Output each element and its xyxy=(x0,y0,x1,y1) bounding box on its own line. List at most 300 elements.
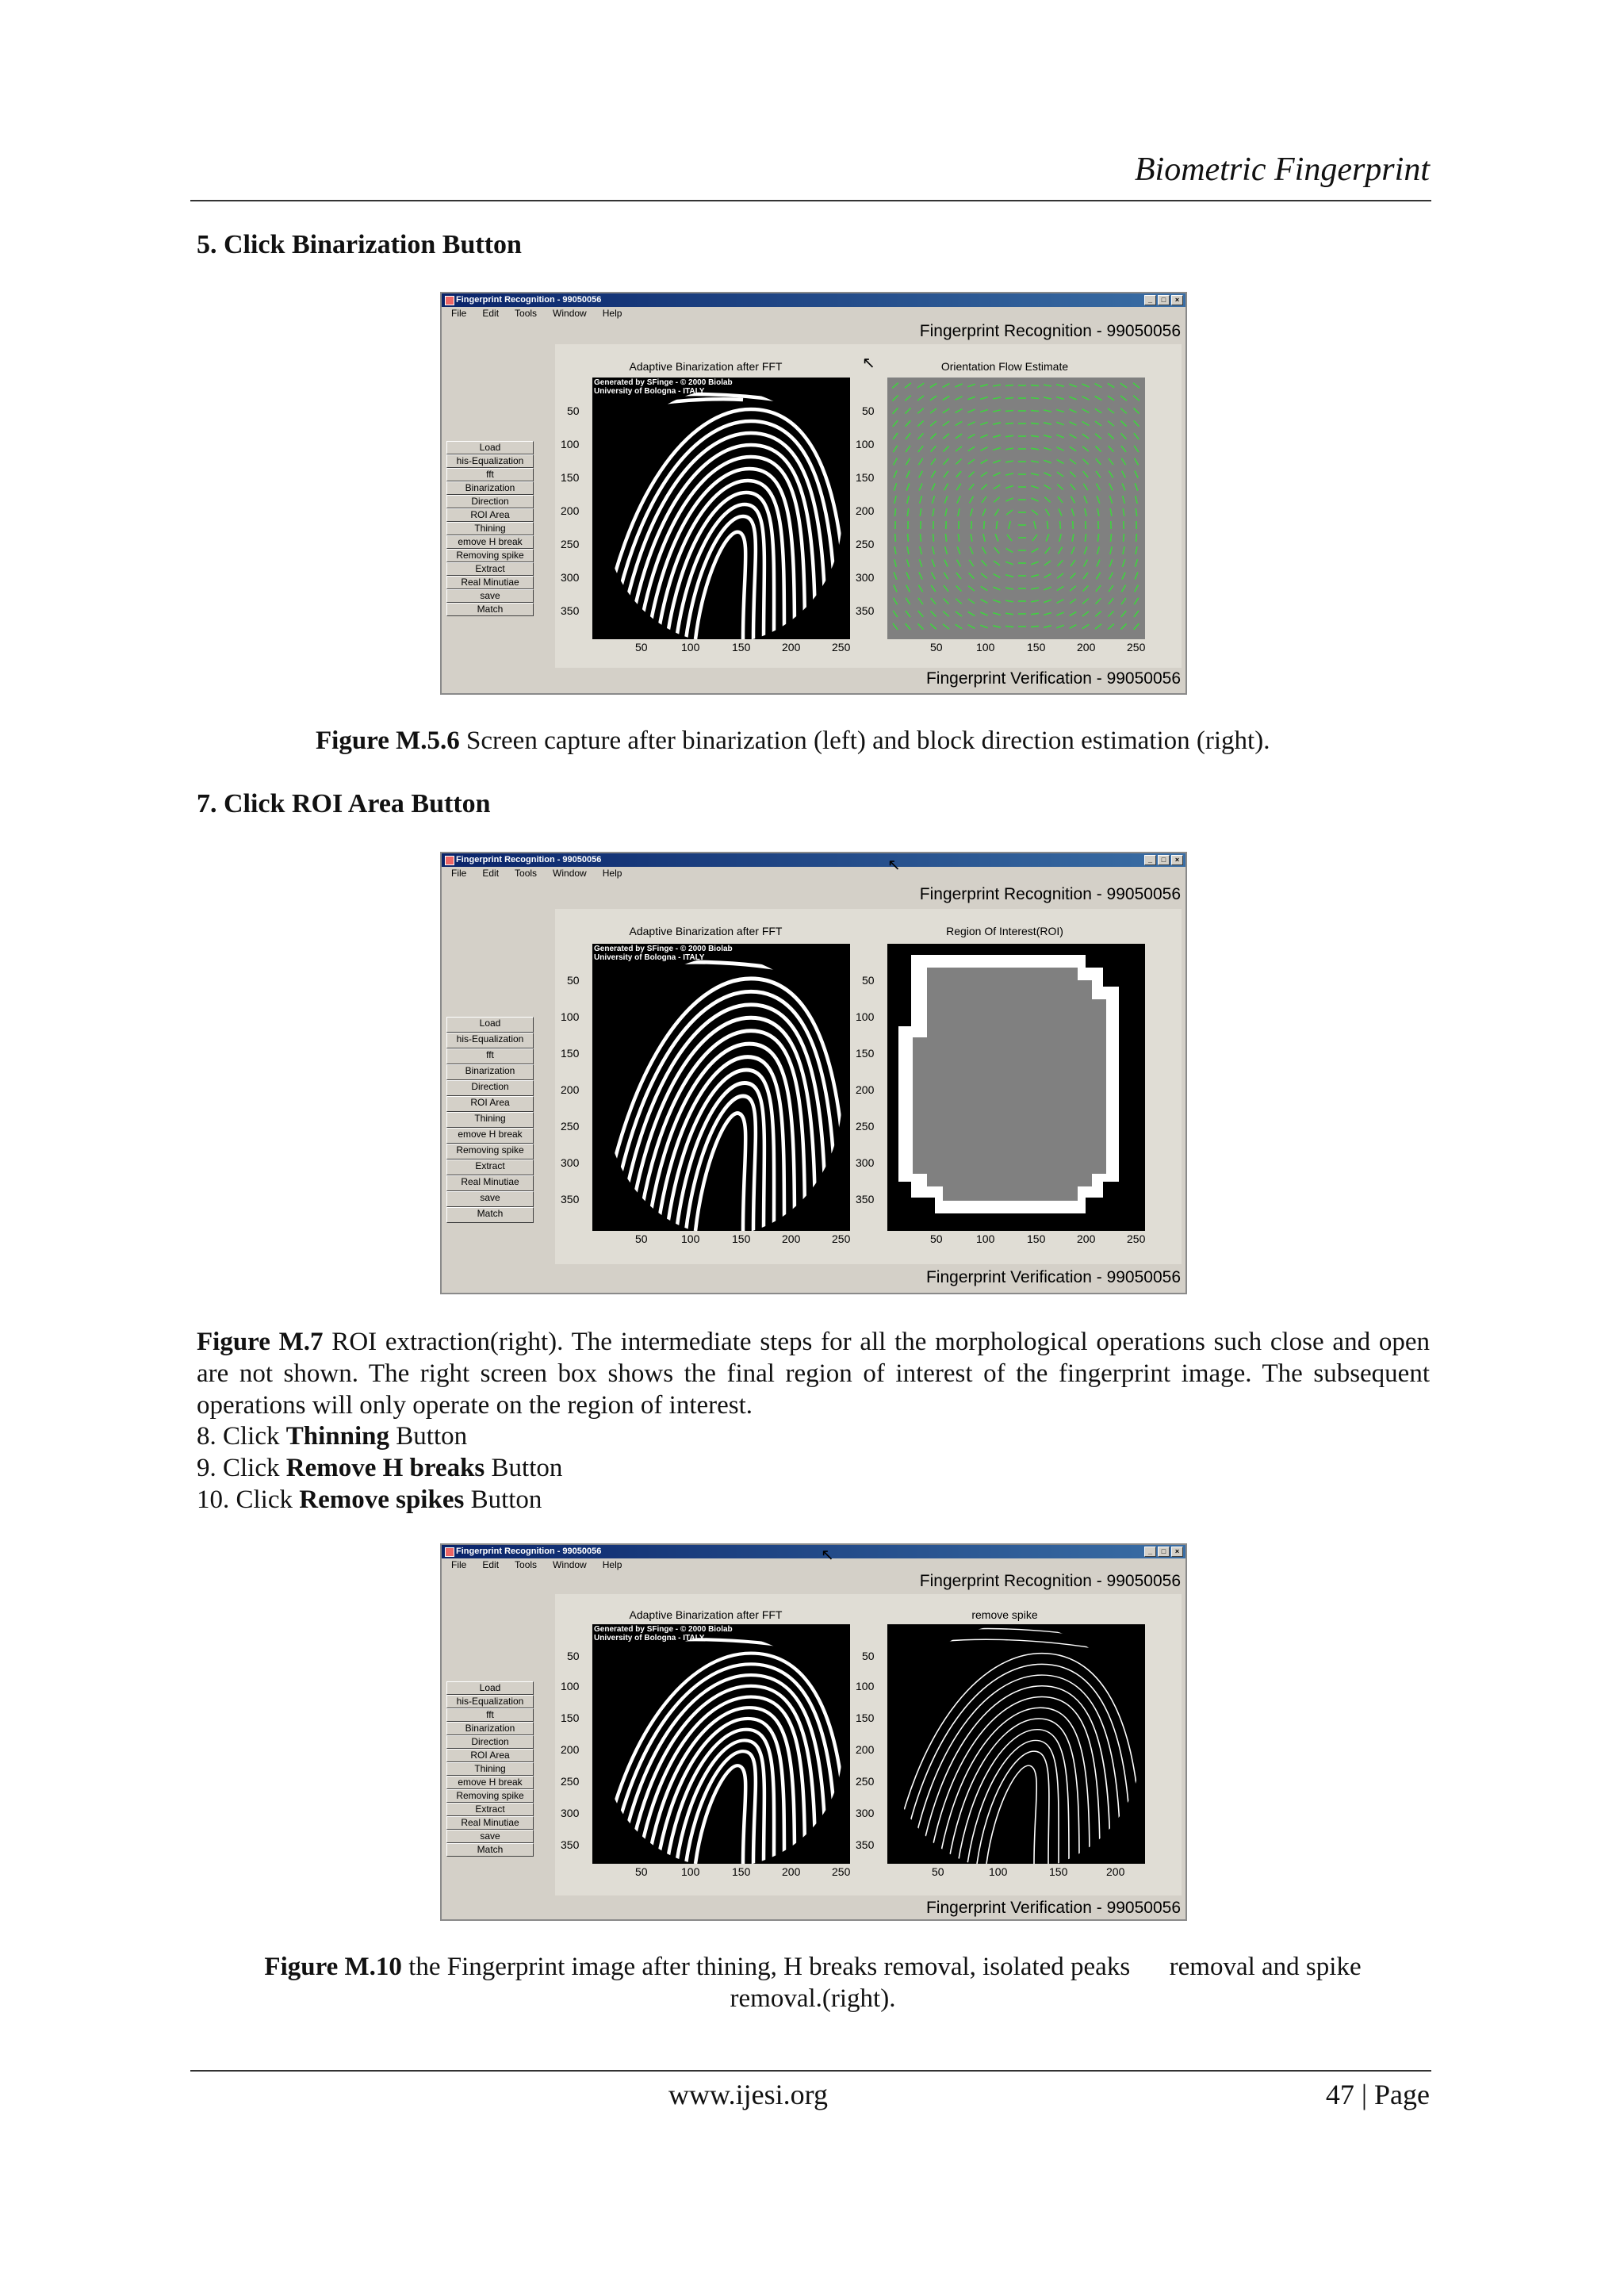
flow-vector xyxy=(1031,411,1039,412)
match-button[interactable]: Match xyxy=(446,1207,534,1223)
flow-vector xyxy=(920,496,922,504)
thining-button[interactable]: Thining xyxy=(446,522,534,535)
matlab-icon xyxy=(445,856,454,865)
window-titlebar xyxy=(442,1545,1185,1558)
flow-vector xyxy=(931,471,935,478)
flow-vector xyxy=(1135,585,1139,592)
flow-vector xyxy=(944,573,948,579)
removing-spike-button[interactable]: Removing spike xyxy=(446,549,534,562)
direction-button[interactable]: Direction xyxy=(446,1080,534,1096)
flow-vector xyxy=(956,611,962,616)
flow-vector xyxy=(1122,483,1125,490)
maximize-button[interactable]: □ xyxy=(1158,1547,1170,1557)
remove-h-break-button[interactable]: emove H break xyxy=(446,1128,534,1144)
real-minutiae-button[interactable]: Real Minutiae xyxy=(446,1175,534,1191)
extract-button[interactable]: Extract xyxy=(446,1803,534,1816)
y-tick: 200 xyxy=(561,1083,580,1096)
screenshot-remove-spike xyxy=(440,1543,1187,1921)
y-tick: 200 xyxy=(856,1743,875,1756)
x-tick: 200 xyxy=(782,641,801,654)
flow-vector xyxy=(1005,588,1013,589)
flow-vector xyxy=(931,446,936,451)
flow-vector xyxy=(956,585,962,591)
y-tick: 350 xyxy=(561,604,580,617)
match-button[interactable]: Match xyxy=(446,1843,534,1857)
flow-vector xyxy=(1044,423,1051,424)
flow-vector xyxy=(956,471,961,477)
flow-vector xyxy=(1110,546,1112,554)
flow-vector xyxy=(1005,423,1013,424)
flow-vector xyxy=(893,446,897,452)
removing-spike-button[interactable]: Removing spike xyxy=(446,1144,534,1159)
flow-vector xyxy=(1058,560,1063,565)
flow-vector xyxy=(968,435,975,439)
menu-help[interactable]: Help xyxy=(602,868,622,879)
flow-vector xyxy=(1097,484,1101,491)
flow-vector xyxy=(1095,624,1101,629)
flow-vector xyxy=(1121,623,1127,629)
flow-vector xyxy=(1069,409,1076,412)
flow-vector xyxy=(1082,611,1089,616)
flow-vector xyxy=(993,410,1001,412)
close-button[interactable]: × xyxy=(1171,295,1183,305)
y-tick: 300 xyxy=(856,1807,875,1819)
flow-vector xyxy=(957,546,959,554)
flow-vector xyxy=(984,521,985,529)
flow-vector xyxy=(1056,385,1064,387)
close-button[interactable]: × xyxy=(1171,855,1183,865)
flow-vector xyxy=(1097,534,1098,542)
flow-vector xyxy=(993,613,1001,615)
flow-vector xyxy=(894,598,898,605)
flow-vector xyxy=(905,396,911,401)
x-tick: 250 xyxy=(832,1232,851,1245)
direction-button[interactable]: Direction xyxy=(446,495,534,508)
y-tick: 300 xyxy=(561,1807,580,1819)
flow-vector xyxy=(1031,600,1039,602)
binarization-button[interactable]: Binarization xyxy=(446,1722,534,1735)
flow-vector xyxy=(1097,546,1100,554)
menu-tools[interactable]: Tools xyxy=(515,308,538,319)
flow-vector xyxy=(983,534,985,542)
flow-vector xyxy=(1007,535,1012,541)
flow-vector xyxy=(930,383,936,387)
x-tick: 200 xyxy=(782,1865,801,1878)
step-8: 8. Click Thinning Button xyxy=(197,1422,468,1451)
flow-vector xyxy=(1034,521,1036,529)
flow-vector xyxy=(956,599,962,604)
running-header: Biometric Fingerprint xyxy=(1134,151,1430,188)
flow-vector xyxy=(1057,485,1063,490)
flow-vector xyxy=(1108,624,1113,630)
flow-vector xyxy=(932,573,936,580)
flow-vector xyxy=(945,546,948,554)
thining-button[interactable]: Thining xyxy=(446,1112,534,1128)
flow-vector xyxy=(943,397,950,401)
flow-vector xyxy=(994,509,998,516)
flow-vector xyxy=(933,546,934,554)
flow-vector xyxy=(994,497,999,503)
app-title-verification: Fingerprint Verification - 99050056 xyxy=(925,1899,1181,1917)
flow-vector xyxy=(1044,587,1051,590)
flow-vector xyxy=(943,384,950,388)
flow-vector xyxy=(1005,461,1013,462)
flow-vector xyxy=(1056,410,1064,412)
flow-vector xyxy=(1120,408,1127,414)
x-tick: 150 xyxy=(732,641,751,654)
flow-vector xyxy=(968,625,975,629)
flow-vector xyxy=(1059,534,1061,542)
y-tick: 50 xyxy=(862,404,875,417)
button-panel xyxy=(446,1681,534,1857)
flow-vector xyxy=(945,508,947,516)
extract-button[interactable]: Extract xyxy=(446,1159,534,1175)
flow-vector xyxy=(1032,535,1037,541)
remove-h-break-button[interactable]: emove H break xyxy=(446,1776,534,1789)
flow-vector xyxy=(1109,598,1113,604)
flow-vector xyxy=(1044,485,1051,489)
y-tick: 50 xyxy=(567,974,580,987)
fft-button[interactable]: fft xyxy=(446,1708,534,1722)
flow-vector xyxy=(1070,459,1076,464)
flow-vector xyxy=(1082,397,1090,400)
flow-vector xyxy=(969,560,974,566)
flow-vector xyxy=(1121,598,1126,604)
x-tick: 100 xyxy=(681,641,700,654)
x-tick: 50 xyxy=(932,1865,944,1878)
flow-vector xyxy=(968,586,975,591)
save-button[interactable]: save xyxy=(446,1830,534,1843)
y-tick: 350 xyxy=(856,1193,875,1205)
step-9: 9. Click Remove H breaks Button xyxy=(197,1454,563,1482)
roi-area-button[interactable]: ROI Area xyxy=(446,1096,534,1112)
flow-vector xyxy=(982,496,986,503)
flow-vector xyxy=(1095,611,1101,617)
flow-vector xyxy=(944,496,948,503)
fft-button[interactable]: fft xyxy=(446,1048,534,1064)
flow-vector xyxy=(1083,585,1089,591)
y-tick: 50 xyxy=(862,974,875,987)
flow-vector xyxy=(943,624,949,629)
window-titlebar xyxy=(442,853,1185,867)
flow-vector xyxy=(1031,613,1039,614)
flow-vector xyxy=(1069,397,1076,400)
flow-vector xyxy=(958,508,959,516)
roi-area-button[interactable]: ROI Area xyxy=(446,508,534,522)
flow-vector xyxy=(943,421,949,426)
window-title: Fingerprint Recognition - 99050056 xyxy=(456,855,602,864)
y-tick: 350 xyxy=(561,1193,580,1205)
flow-vector xyxy=(1045,547,1051,554)
flow-vector xyxy=(1135,572,1138,579)
flow-vector xyxy=(908,534,909,542)
app-title-verification: Fingerprint Verification - 99050056 xyxy=(925,1268,1181,1286)
flow-vector xyxy=(1082,409,1090,413)
flow-vector xyxy=(958,534,959,542)
flow-vector xyxy=(1005,398,1013,399)
save-button[interactable]: save xyxy=(446,1191,534,1207)
close-button[interactable]: × xyxy=(1171,1547,1183,1557)
y-tick: 250 xyxy=(856,1120,875,1133)
flow-vector xyxy=(981,460,988,464)
flow-vector xyxy=(980,410,988,412)
binarization-button[interactable]: Binarization xyxy=(446,481,534,495)
right-panel-title: Region Of Interest(ROI) xyxy=(946,925,1063,937)
menu-file[interactable]: File xyxy=(451,868,467,879)
flow-vector xyxy=(1046,534,1049,541)
flow-vector xyxy=(968,599,975,604)
menu-tools[interactable]: Tools xyxy=(515,1559,538,1570)
flow-vector xyxy=(1031,575,1039,577)
flow-vector xyxy=(943,434,949,439)
flow-vector xyxy=(894,496,896,504)
roi-area-button[interactable]: ROI Area xyxy=(446,1749,534,1762)
flow-vector xyxy=(894,458,898,466)
his-equalization-button[interactable]: his-Equalization xyxy=(446,1695,534,1708)
flow-vector xyxy=(892,383,898,389)
menu-tools[interactable]: Tools xyxy=(515,868,538,879)
flow-vector xyxy=(1121,458,1125,465)
flow-vector xyxy=(944,484,948,491)
flow-vector xyxy=(918,446,923,452)
flow-vector xyxy=(1071,560,1075,566)
matlab-icon xyxy=(445,296,454,305)
flow-vector xyxy=(971,508,973,516)
y-tick: 300 xyxy=(561,1156,580,1169)
flow-vector xyxy=(1071,573,1076,578)
figure-caption-2: Figure M.7 ROI extraction(right). The intermediate steps for all the morphological operations such close and open are not shown. The right screen box shows the final region of interest of the fingerprint image. The subsequent operations will only operate on the region of interest. xyxy=(197,1328,1430,1420)
load-button[interactable]: Load xyxy=(446,1681,534,1695)
flow-vector xyxy=(1133,408,1139,414)
real-minutiae-button[interactable]: Real Minutiae xyxy=(446,576,534,589)
menu-window[interactable]: Window xyxy=(553,308,587,319)
flow-vector xyxy=(995,534,998,541)
flow-vector xyxy=(1123,508,1124,516)
flow-vector xyxy=(969,573,975,578)
flow-vector xyxy=(1072,534,1074,542)
y-tick: 350 xyxy=(856,604,875,617)
window-titlebar xyxy=(442,293,1185,307)
load-button[interactable]: Load xyxy=(446,1017,534,1033)
menu-bar xyxy=(442,1558,1185,1571)
flow-vector xyxy=(917,408,924,414)
flow-vector xyxy=(1072,508,1074,516)
flow-vector xyxy=(931,611,936,616)
footer-page-number: 47 | Page xyxy=(1325,2079,1430,2110)
flow-vector xyxy=(944,598,949,604)
flow-vector xyxy=(1005,435,1013,436)
flow-vector xyxy=(906,446,910,452)
load-button[interactable]: Load xyxy=(446,441,534,454)
flow-vector xyxy=(1031,562,1038,564)
remove-h-break-button[interactable]: emove H break xyxy=(446,535,534,549)
flow-vector xyxy=(1108,396,1114,401)
flow-vector xyxy=(982,508,986,516)
menu-file[interactable]: File xyxy=(451,1559,467,1570)
flow-vector xyxy=(1070,472,1075,477)
flow-vector xyxy=(1096,598,1101,604)
flow-vector xyxy=(1095,408,1101,412)
flow-vector xyxy=(1031,385,1039,386)
save-button[interactable]: save xyxy=(446,589,534,603)
flow-vector xyxy=(956,447,962,451)
flow-vector xyxy=(1135,483,1137,490)
maximize-button[interactable]: □ xyxy=(1158,295,1170,305)
x-tick: 50 xyxy=(930,641,943,654)
flow-vector xyxy=(919,559,921,566)
menu-file[interactable]: File xyxy=(451,308,467,319)
direction-button[interactable]: Direction xyxy=(446,1735,534,1749)
binarized-fingerprint-plot xyxy=(592,378,850,639)
flow-vector xyxy=(1082,434,1089,439)
flow-vector xyxy=(980,612,987,615)
window-title: Fingerprint Recognition - 99050056 xyxy=(456,295,602,305)
fft-button[interactable]: fft xyxy=(446,468,534,481)
flow-vector xyxy=(981,586,987,590)
flow-vector xyxy=(956,421,963,425)
flow-vector xyxy=(1083,471,1088,477)
flow-vector xyxy=(1133,396,1139,401)
menu-edit[interactable]: Edit xyxy=(482,868,500,879)
flow-vector xyxy=(1031,423,1039,424)
flow-vector xyxy=(1070,612,1077,616)
flow-vector xyxy=(968,422,975,425)
flow-vector xyxy=(906,471,910,478)
minimize-button[interactable]: _ xyxy=(1144,1547,1156,1557)
flow-vector xyxy=(944,471,948,477)
flow-vector xyxy=(1134,598,1138,604)
x-tick: 150 xyxy=(732,1232,751,1245)
flow-vector xyxy=(967,409,975,412)
flow-vector xyxy=(1123,546,1124,554)
flow-vector xyxy=(917,383,924,388)
flow-vector xyxy=(1057,447,1064,450)
flow-vector xyxy=(1056,435,1063,438)
flow-vector xyxy=(981,472,987,477)
flow-vector xyxy=(1135,471,1138,478)
flow-vector xyxy=(1005,613,1013,614)
fingerprint-image xyxy=(592,944,850,1231)
screenshot-roi xyxy=(440,852,1187,1294)
flow-vector xyxy=(918,623,924,629)
flow-vector xyxy=(1044,385,1051,386)
flow-vector xyxy=(907,559,910,567)
flow-vector xyxy=(956,434,962,439)
flow-vector xyxy=(1135,458,1139,466)
figure-caption-1: Figure M.5.6 Screen capture after binarization (left) and block direction estimation (right). xyxy=(316,726,1270,755)
flow-vector xyxy=(1097,508,1099,516)
flow-vector xyxy=(906,598,910,604)
flow-vector xyxy=(1059,508,1062,516)
flow-vector xyxy=(1134,420,1139,426)
y-tick: 250 xyxy=(856,538,875,550)
his-equalization-button[interactable]: his-Equalization xyxy=(446,1033,534,1048)
removing-spike-button[interactable]: Removing spike xyxy=(446,1789,534,1803)
flow-vector xyxy=(957,560,961,567)
binarization-button[interactable]: Binarization xyxy=(446,1064,534,1080)
header-rule xyxy=(190,200,1431,201)
flow-vector xyxy=(970,546,973,554)
menu-help[interactable]: Help xyxy=(602,1559,622,1570)
y-tick: 100 xyxy=(561,438,580,450)
flow-vector xyxy=(980,397,988,400)
flow-vector xyxy=(945,534,946,542)
flow-vector xyxy=(1070,435,1077,439)
extract-button[interactable]: Extract xyxy=(446,562,534,576)
menu-window[interactable]: Window xyxy=(553,1559,587,1570)
flow-vector xyxy=(994,473,1001,476)
y-tick: 150 xyxy=(856,471,875,484)
menu-window[interactable]: Window xyxy=(553,868,587,879)
flow-vector xyxy=(917,421,923,427)
menu-help[interactable]: Help xyxy=(602,308,622,319)
y-tick: 250 xyxy=(561,538,580,550)
y-tick: 150 xyxy=(561,1047,580,1060)
flow-vector xyxy=(971,521,972,529)
y-tick: 50 xyxy=(567,1650,580,1662)
flow-vector xyxy=(956,459,961,465)
real-minutiae-button[interactable]: Real Minutiae xyxy=(446,1816,534,1830)
roi-plot xyxy=(887,944,1145,1231)
y-tick: 150 xyxy=(856,1047,875,1060)
flow-vector xyxy=(919,573,922,580)
app-title-recognition: Fingerprint Recognition - 99050056 xyxy=(919,322,1181,340)
maximize-button[interactable]: □ xyxy=(1158,855,1170,865)
flow-vector xyxy=(1071,546,1074,554)
flow-vector xyxy=(1057,460,1064,464)
y-tick: 350 xyxy=(561,1838,580,1851)
x-tick: 250 xyxy=(1127,1232,1146,1245)
flow-vector xyxy=(893,611,898,617)
x-tick: 150 xyxy=(1027,641,1046,654)
flow-vector xyxy=(994,561,1000,565)
flow-vector xyxy=(980,625,987,628)
flow-vector xyxy=(968,612,975,616)
menu-edit[interactable]: Edit xyxy=(482,308,500,319)
flow-vector xyxy=(1096,585,1101,592)
flow-vector xyxy=(993,435,1001,438)
flow-vector xyxy=(919,471,923,478)
flow-vector xyxy=(1056,612,1063,615)
his-equalization-button[interactable]: his-Equalization xyxy=(446,454,534,468)
flow-vector xyxy=(1108,421,1114,426)
flow-vector xyxy=(1044,574,1051,578)
flow-vector xyxy=(1071,484,1075,490)
match-button[interactable]: Match xyxy=(446,603,534,616)
flow-vector xyxy=(1120,396,1127,401)
y-tick: 300 xyxy=(856,1156,875,1169)
y-tick: 350 xyxy=(856,1838,875,1851)
thining-button[interactable]: Thining xyxy=(446,1762,534,1776)
flow-vector xyxy=(1121,446,1126,452)
menu-bar xyxy=(442,307,1185,320)
flow-vector xyxy=(1005,448,1013,450)
flow-vector xyxy=(1070,447,1076,450)
flow-vector xyxy=(1108,383,1114,387)
flow-vector xyxy=(956,409,963,413)
flow-vector xyxy=(931,585,936,592)
x-tick: 200 xyxy=(1106,1865,1125,1878)
flow-vector xyxy=(1058,496,1063,503)
flow-vector xyxy=(1082,421,1090,425)
flow-vector xyxy=(1109,446,1114,451)
flow-vector xyxy=(1031,626,1039,627)
menu-edit[interactable]: Edit xyxy=(482,1559,500,1570)
flow-vector xyxy=(1134,446,1139,452)
flow-vector xyxy=(907,546,909,554)
minimize-button[interactable]: _ xyxy=(1144,855,1156,865)
minimize-button[interactable]: _ xyxy=(1144,295,1156,305)
